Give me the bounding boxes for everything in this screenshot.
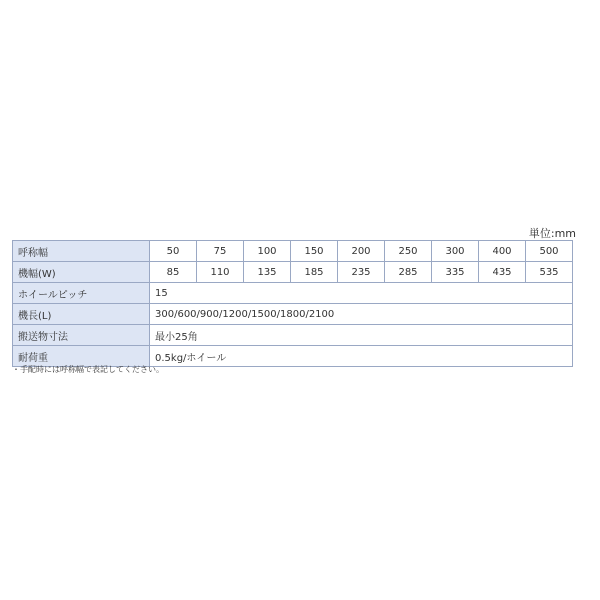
table-cell: 100 — [244, 241, 291, 262]
table-cell: 435 — [479, 262, 526, 283]
footnote: ・手配時には呼称幅で表記してください。 — [12, 365, 164, 374]
table-row-wheel-pitch — [13, 283, 573, 304]
table-cell: 150 — [291, 241, 338, 262]
table-cell: 185 — [291, 262, 338, 283]
row-header-machine-length: 機長(L) — [13, 304, 150, 325]
table-cell: 335 — [432, 262, 479, 283]
table-row-conveyed-size — [13, 325, 573, 346]
table-cell: 285 — [385, 262, 432, 283]
table-cell: 110 — [197, 262, 244, 283]
table-cell: 300/600/900/1200/1500/1800/2100 — [150, 304, 573, 325]
table-cell: 75 — [197, 241, 244, 262]
table-row-machine-width — [13, 262, 573, 283]
table-cell: 15 — [150, 283, 573, 304]
table-cell: 500 — [526, 241, 573, 262]
table-cell: 0.5kg/ホイール — [150, 346, 573, 367]
row-header-nominal-width: 呼称幅 — [13, 241, 150, 262]
table-cell: 250 — [385, 241, 432, 262]
table-cell: 85 — [150, 262, 197, 283]
table-cell: 最小25角 — [150, 325, 573, 346]
row-header-load-capacity: 耐荷重 — [13, 346, 150, 367]
row-header-wheel-pitch: ホイールピッチ — [13, 283, 150, 304]
table-cell: 235 — [338, 262, 385, 283]
table-row-machine-length — [13, 304, 573, 325]
table-row-nominal-width — [13, 241, 573, 262]
row-header-machine-width: 機幅(W) — [13, 262, 150, 283]
unit-label: 単位:mm — [528, 227, 576, 240]
table-cell: 300 — [432, 241, 479, 262]
table-cell: 400 — [479, 241, 526, 262]
spec-table — [12, 240, 573, 367]
table-cell: 535 — [526, 262, 573, 283]
table-cell: 135 — [244, 262, 291, 283]
table-cell: 50 — [150, 241, 197, 262]
row-header-conveyed-size: 搬送物寸法 — [13, 325, 150, 346]
table-cell: 200 — [338, 241, 385, 262]
